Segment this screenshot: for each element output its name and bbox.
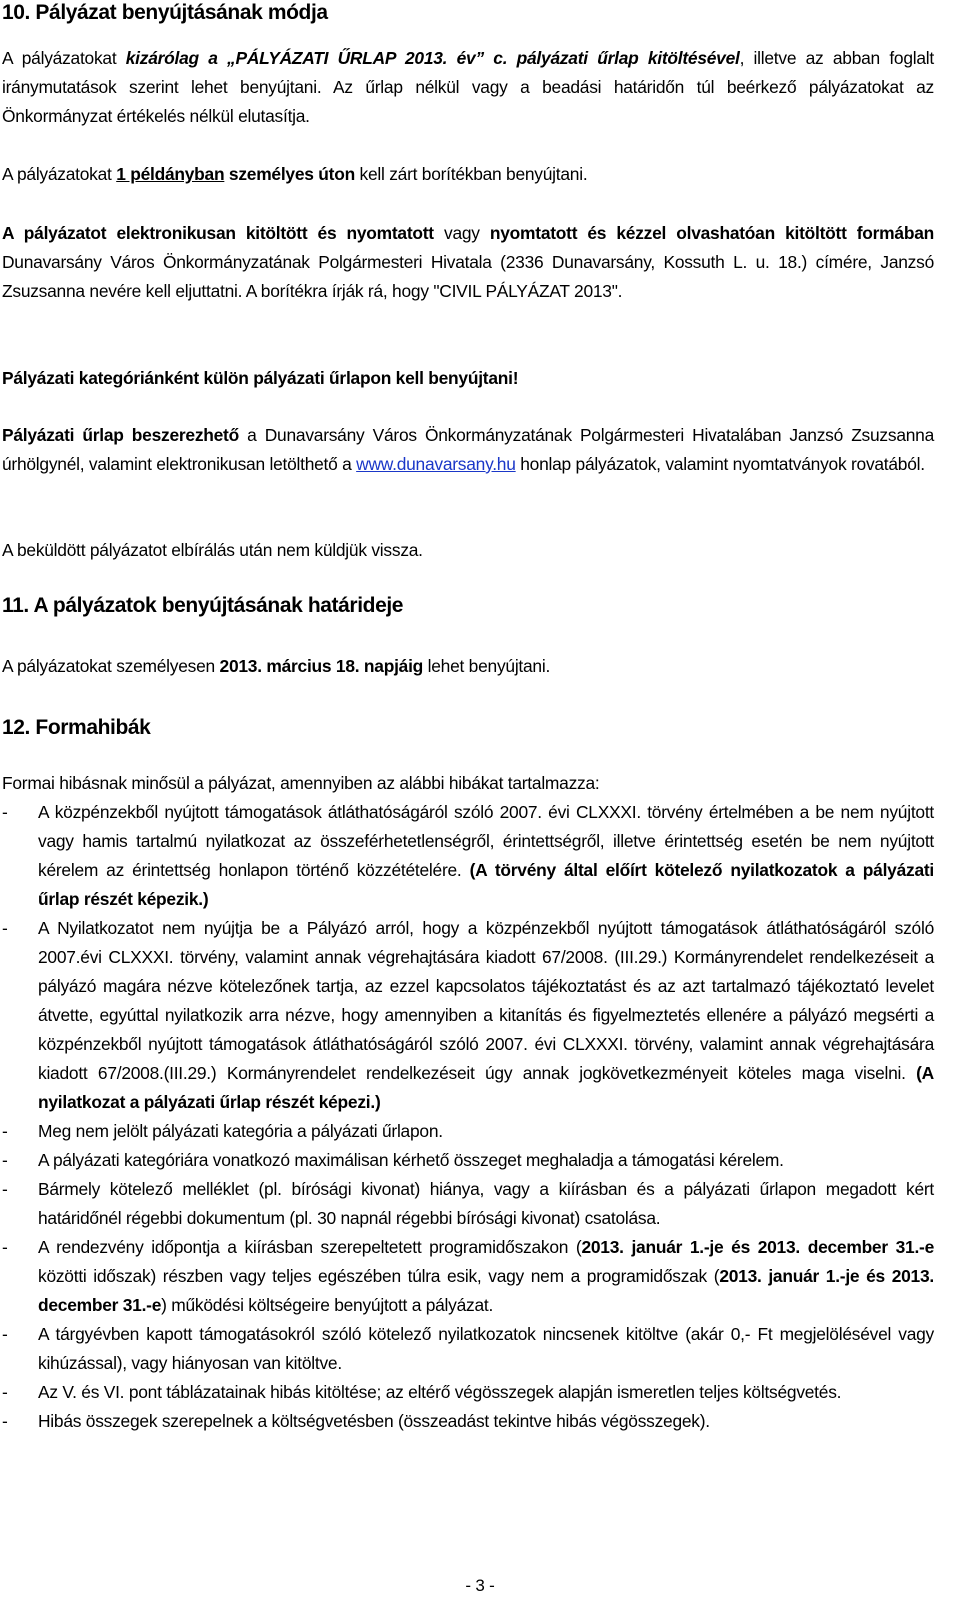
list-item: - Meg nem jelölt pályázati kategória a pályázati űrlapon. bbox=[2, 1117, 934, 1146]
list-item: - A Nyilatkozatot nem nyújtja be a Pályázó arról, hogy a közpénzekből nyújtott támogatások átláthatóságáról szóló 2007.évi CLXXXI. törvény, valamint annak végrehajtására kiadott 67/2008. (III.29.) Kormányrendelet rendelkezéseit a pályázó magára nézve kötelezőnek tartja, az ezzel kapcsolatos tájékoztatást és az azt tartalmazó tájékoztató levelet átvette, egyúttal nyilatkozik arra nézve, hogy amennyiben a kitanítás és figyelmeztetés ellenére a pályázó megsérti a közpénzekből nyújtott támogatások átláthatóságáról szóló 2007. évi CLXXXI. törvény, valamint annak végrehajtására kiadott 67/2008.(III.29.) Kormányrendelet rendelkezéseit úgy annak jogkövetkezményeit köteles maga viselni. (A nyilatkozat a pályázati űrlap részét képezi.) bbox=[2, 914, 934, 1117]
emphasis-form-only: kizárólag a „PÁLYÁZATI ŰRLAP 2013. év” c. pályázati űrlap kitöltésével bbox=[125, 48, 740, 68]
sec11-paragraph-1: A pályázatokat személyesen 2013. március 18. napjáig lehet benyújtani. bbox=[2, 656, 551, 676]
page-number: - 3 - bbox=[465, 1576, 495, 1595]
section-10-heading: 10. Pályázat benyújtásának módja bbox=[2, 1, 328, 24]
sec12-intro: Formai hibásnak minősül a pályázat, amennyiben az alábbi hibákat tartalmazza: bbox=[2, 773, 600, 793]
list-item: - Bármely kötelező melléklet (pl. bírósági kivonat) hiánya, vagy a kiírásban és a pályázati űrlapon megadott kért határidőnél régebbi dokumentum (pl. 30 napnál régebbi bírósági kivonat) csatolása. bbox=[2, 1175, 934, 1233]
sec10-paragraph-4: Pályázati kategóriánként külön pályázati űrlapon kell benyújtani! bbox=[2, 368, 519, 388]
list-item: - A pályázati kategóriára vonatkozó maximálisan kérhető összeget meghaladja a támogatási kérelem. bbox=[2, 1146, 934, 1175]
emphasis-in-person: személyes úton bbox=[224, 164, 355, 184]
list-item: - A rendezvény időpontja a kiírásban szerepeltetett programidőszakon (2013. január 1.-je és 2013. december 31.-e közötti időszak) részben vagy teljes egészében túlra esik, vagy nem a programidőszak (2013. január 1.-je és 2013. december 31.-e) működési költségeire benyújtott a pályázat. bbox=[2, 1233, 934, 1320]
sec10-paragraph-3: A pályázatot elektronikusan kitöltött és nyomtatott vagy nyomtatott és kézzel olvashatóan kitöltött formában Dunavarsány Város Önkormányzatának Polgármesteri Hivatala (2336 Dunavarsány, Kossuth L. u. 18.) címére, Janzsó Zsuzsanna nevére kell eljuttatni. A borítékra írják rá, hogy "CIVIL PÁLYÁZAT 2013". bbox=[2, 223, 934, 301]
sec10-paragraph-6: A beküldött pályázatot elbírálás után nem küldjük vissza. bbox=[2, 540, 423, 560]
deadline-date: 2013. március 18. napjáig bbox=[219, 656, 424, 676]
list-item: - A tárgyévben kapott támogatásokról szóló kötelező nyilatkozatok nincsenek kitöltve (akár 0,- Ft megjelölésével vagy kihúzással), vagy hiányosan van kitöltve. bbox=[2, 1320, 934, 1378]
sec12-error-list bbox=[2, 798, 934, 1436]
section-11-heading: 11. A pályázatok benyújtásának határideje bbox=[2, 594, 404, 617]
emphasis-one-copy: 1 példányban bbox=[116, 164, 225, 184]
sec10-paragraph-5: Pályázati űrlap beszerezhető a Dunavarsány Város Önkormányzatának Polgármesteri Hivatalában Janzsó Zsuzsanna úrhölgynél, valamint elektronikusan letölthető a www.dunavarsany.hu honlap pályázatok, valamint nyomtatványok rovatából. bbox=[2, 425, 935, 474]
sec10-paragraph-1: A pályázatokat kizárólag a „PÁLYÁZATI ŰRLAP 2013. év” c. pályázati űrlap kitöltésével, illetve az abban foglalt iránymutatások szerint lehet benyújtani. Az űrlap nélkül vagy a beadási határidőn túl beérkező pályázatokat az Önkormányzat értékelés nélkül elutasítja. bbox=[2, 48, 934, 126]
section-12-heading: 12. Formahibák bbox=[2, 716, 151, 739]
list-item: - Hibás összegek szerepelnek a költségvetésben (összeadást tekintve hibás végösszegek). bbox=[2, 1407, 934, 1436]
sec10-paragraph-2: A pályázatokat 1 példányban személyes úton kell zárt borítékban benyújtani. bbox=[2, 164, 588, 184]
list-item: - A közpénzekből nyújtott támogatások átláthatóságáról szóló 2007. évi CLXXXI. törvény értelmében a be nem nyújtott vagy hamis tartalmú nyilatkozat az összeférhetetlenségről, érintettségről, illetve érintettség esetén be nem nyújtott kérelem az érintettség honlapon történő közzétételére. (A törvény által előírt kötelező nyilatkozatok a pályázati űrlap részét képezik.) bbox=[2, 798, 934, 914]
website-link[interactable]: www.dunavarsany.hu bbox=[356, 454, 516, 474]
list-item: - Az V. és VI. pont táblázatainak hibás kitöltése; az eltérő végösszegek alapján ismeretlen teljes költségvetés. bbox=[2, 1378, 934, 1407]
